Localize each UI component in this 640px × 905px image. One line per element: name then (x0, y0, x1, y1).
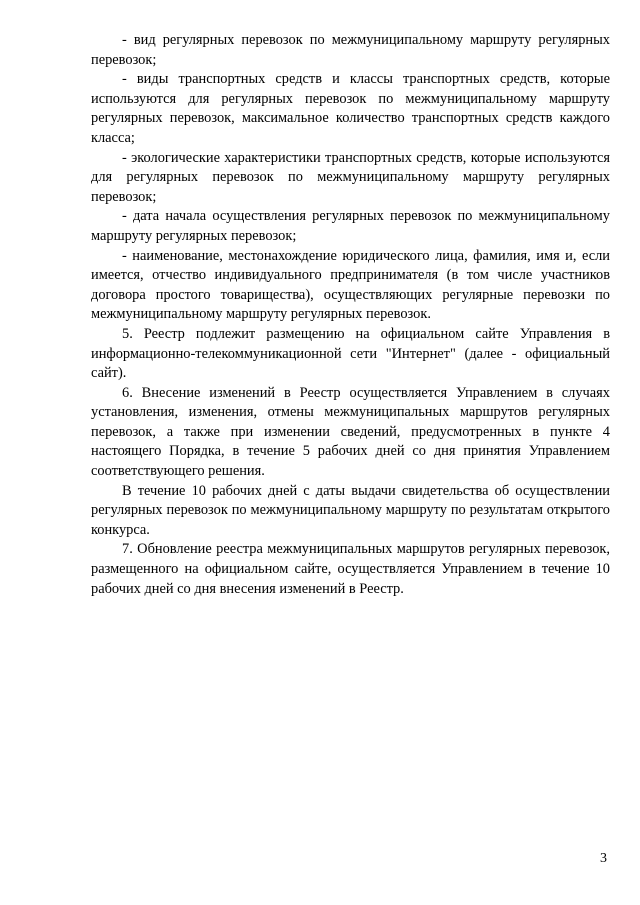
paragraph-start-date: - дата начала осуществления регулярных перевозок по межмуниципальному маршруту регулярных перевозок; (91, 208, 610, 244)
paragraph-carrier-name: - наименование, местонахождение юридического лица, фамилия, имя и, если имеется, отчество индивидуального предпринимателя (в том числе участников договора простого товарищества), осуществляющих регулярные перевозки по межмуниципальному маршруту регулярных перевозок. (91, 247, 610, 323)
document-body (91, 31, 610, 599)
paragraph-item-6: 6. Внесение изменений в Реестр осуществляется Управлением в случаях установления, изменения, отмены межмуниципальных маршрутов регулярных перевозок, а также при изменении сведений, предусмотренных в пункте 4 настоящего Порядка, в течение 5 рабочих дней со дня принятия Управлением соответствующего решения. (91, 384, 610, 480)
paragraph-route-type: - вид регулярных перевозок по межмуниципальному маршруту регулярных перевозок; (91, 32, 610, 68)
page-number: 3 (600, 851, 607, 866)
paragraph-item-7: 7. Обновление реестра межмуниципальных маршрутов регулярных перевозок, размещенного на официальном сайте, осуществляется Управлением в течение 10 рабочих дней со дня внесения изменений в Реестр. (91, 541, 610, 597)
paragraph-vehicle-types: - виды транспортных средств и классы транспортных средств, которые используются для регулярных перевозок по межмуниципальному маршруту регулярных перевозок, максимальное количество транспортных средств каждого класса; (91, 71, 610, 146)
paragraph-item-5: 5. Реестр подлежит размещению на официальном сайте Управления в информационно-телекоммуникационной сети "Интернет" (далее - официальный сайт). (91, 325, 610, 382)
paragraph-ecological-characteristics: - экологические характеристики транспортных средств, которые используются для регулярных перевозок по межмуниципальному маршруту регулярных перевозок; (91, 149, 610, 205)
paragraph-certificate-term: В течение 10 рабочих дней с даты выдачи свидетельства об осуществлении регулярных перевозок по межмуниципальному маршруту по результатам открытого конкурса. (91, 482, 610, 538)
